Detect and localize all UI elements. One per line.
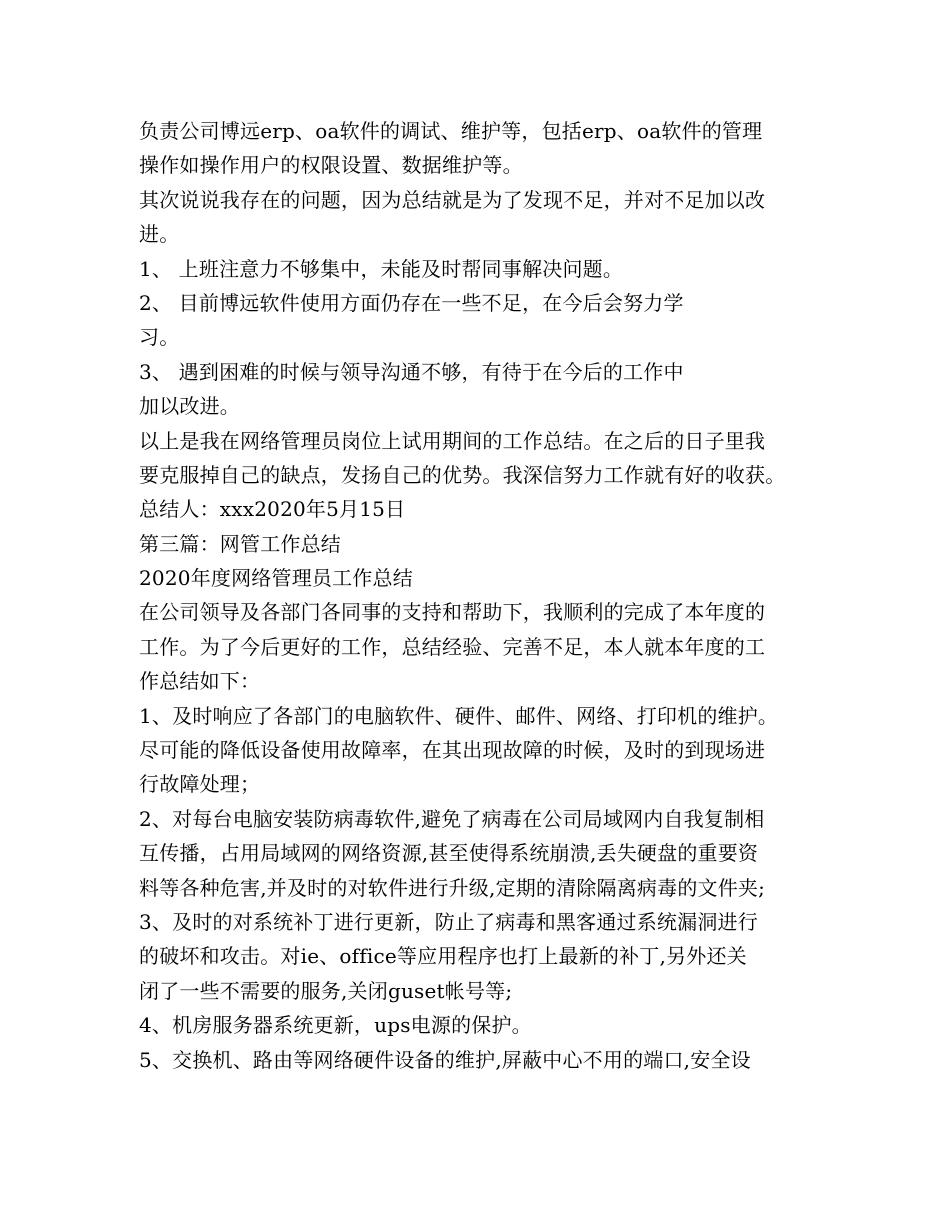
text-line: 加以改进。 (139, 394, 240, 419)
text-line: 4、机房服务器系统更新，ups电源的保护。 (139, 1013, 532, 1038)
text-line: 行故障处理； (139, 772, 261, 797)
text-line: 第三篇：网管工作总结 (139, 531, 341, 556)
text-line: 1、 上班注意力不够集中，未能及时帮同事解决问题。 (139, 256, 624, 281)
text-line: 作总结如下： (139, 669, 261, 694)
text-line: 5、交换机、路由等网络硬件设备的维护,屏蔽中心不用的端口,安全设 (139, 1047, 751, 1072)
text-line: 2、 目前博远软件使用方面仍存在一些不足，在今后会努力学 (139, 290, 684, 315)
text-line: 互传播，占用局域网的网络资源,甚至使得系统崩溃,丢失硬盘的重要资 (139, 841, 759, 866)
text-line: 总结人：xxx2020年5月15日 (139, 497, 406, 522)
text-line: 的破坏和攻击。对ie、office等应用程序也打上最新的补丁,另外还关 (139, 944, 747, 969)
text-line: 尽可能的降低设备使用故障率，在其出现故障的时候，及时的到现场进 (139, 738, 766, 763)
text-line: 3、 遇到困难的时候与领导沟通不够，有待于在今后的工作中 (139, 359, 684, 384)
text-line: 要克服掉自己的缺点，发扬自己的优势。我深信努力工作就有好的收获。 (139, 462, 786, 487)
document-body (139, 114, 829, 1077)
text-line: 其次说说我存在的问题，因为总结就是为了发现不足，并对不足加以改 (139, 187, 766, 212)
text-line: 进。 (139, 222, 180, 247)
text-line: 以上是我在网络管理员岗位上试用期间的工作总结。在之后的日子里我 (139, 428, 766, 453)
text-line: 1、及时响应了各部门的电脑软件、硬件、邮件、网络、打印机的维护。 (139, 703, 779, 728)
text-line: 料等各种危害,并及时的对软件进行升级,定期的清除隔离病毒的文件夹; (139, 875, 766, 900)
text-line: 2、对每台电脑安装防病毒软件,避免了病毒在公司局域网内自我复制相 (139, 806, 765, 831)
text-line: 负责公司博远erp、oa软件的调试、维护等，包括erp、oa软件的管理 (139, 119, 763, 143)
text-line: 工作。为了今后更好的工作，总结经验、完善不足，本人就本年度的工 (139, 634, 766, 659)
text-line: 闭了一些不需要的服务,关闭guset帐号等; (139, 978, 513, 1003)
text-line: 2020年度网络管理员工作总结 (139, 566, 413, 591)
text-line: 习。 (139, 325, 180, 350)
text-line: 3、及时的对系统补丁进行更新，防止了病毒和黑客通过系统漏洞进行 (139, 909, 758, 934)
text-line: 操作如操作用户的权限设置、数据维护等。 (139, 153, 523, 178)
text-line: 在公司领导及各部门各同事的支持和帮助下，我顺利的完成了本年度的 (139, 600, 766, 625)
